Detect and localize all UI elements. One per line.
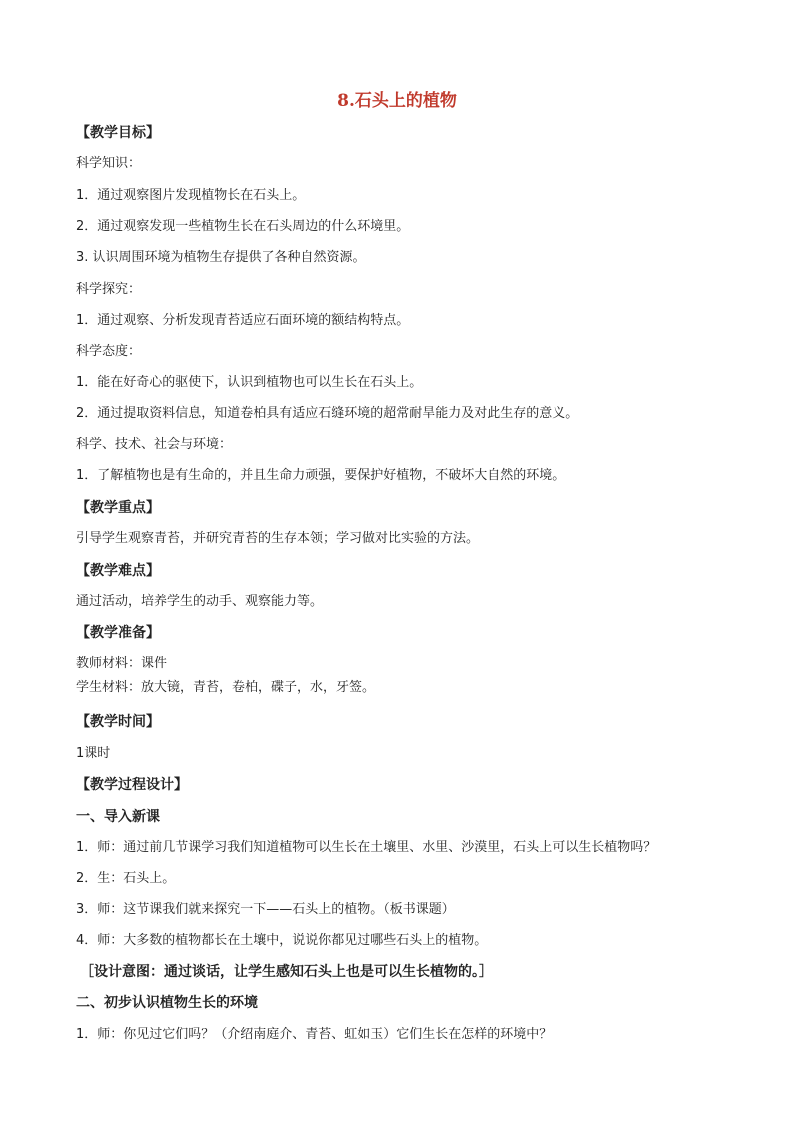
section-heading-environment: 二、初步认识植物生长的环境: [76, 995, 258, 1011]
heading-difficulties: 【教学难点】: [76, 563, 160, 579]
page-title: 8.石头上的植物: [337, 91, 457, 111]
subheading-science-attitude: 科学态度：: [76, 344, 142, 359]
text-line: 2．生：石头上。: [76, 871, 176, 886]
text-line: 1．能在好奇心的驱使下，认识到植物也可以生长在石头上。: [76, 375, 423, 390]
subheading-science-knowledge: 科学知识：: [76, 156, 142, 171]
text-line: 2．通过提取资料信息，知道卷柏具有适应石缝环境的超常耐旱能力及对此生存的意义。: [76, 406, 579, 421]
text-line: 3．师：这节课我们就来探究一下——石头上的植物。（板书课题）: [76, 902, 455, 917]
design-intent-note: ［设计意图：通过谈话，让学生感知石头上也是可以生长植物的。］: [80, 964, 493, 980]
text-line: 4．师：大多数的植物都长在土壤中，说说你都见过哪些石头上的植物。: [76, 933, 488, 948]
heading-preparation: 【教学准备】: [76, 625, 160, 641]
text-line: 1．师：通过前几节课学习我们知道植物可以生长在土壤里、水里、沙漠里，石头上可以生长植物吗？: [76, 840, 657, 855]
text-line: 1．通过观察、分析发现青苔适应石面环境的额结构特点。: [76, 313, 410, 328]
heading-teaching-objectives: 【教学目标】: [76, 125, 160, 141]
text-line: 1．师：你见过它们吗？（介绍南庭介、青苔、虹如玉）它们生长在怎样的环境中？: [76, 1027, 553, 1042]
text-line: 1课时: [76, 746, 111, 761]
section-heading-intro: 一、导入新课: [76, 809, 160, 825]
text-line: 2．通过观察发现一些植物生长在石头周边的什么环境里。: [76, 219, 410, 234]
text-line: 1．了解植物也是有生命的，并且生命力顽强，要保护好植物，不破坏大自然的环境。: [76, 468, 566, 483]
text-line: 教师材料：课件: [76, 656, 168, 671]
heading-teaching-time: 【教学时间】: [76, 714, 160, 730]
text-line: 1．通过观察图片发现植物长在石头上。: [76, 188, 306, 203]
text-line: 通过活动，培养学生的动手、观察能力等。: [76, 594, 324, 609]
text-line: 学生材料：放大镜，青苔，卷柏，碟子，水，牙签。: [76, 680, 376, 695]
text-line: 3. 认识周围环境为植物生存提供了各种自然资源。: [76, 250, 366, 265]
heading-key-points: 【教学重点】: [76, 500, 160, 516]
subheading-stse: 科学、技术、社会与环境：: [76, 437, 233, 452]
text-line: 引导学生观察青苔，并研究青苔的生存本领；学习做对比实验的方法。: [76, 531, 480, 546]
subheading-science-inquiry: 科学探究：: [76, 282, 142, 297]
heading-process-design: 【教学过程设计】: [76, 777, 188, 793]
